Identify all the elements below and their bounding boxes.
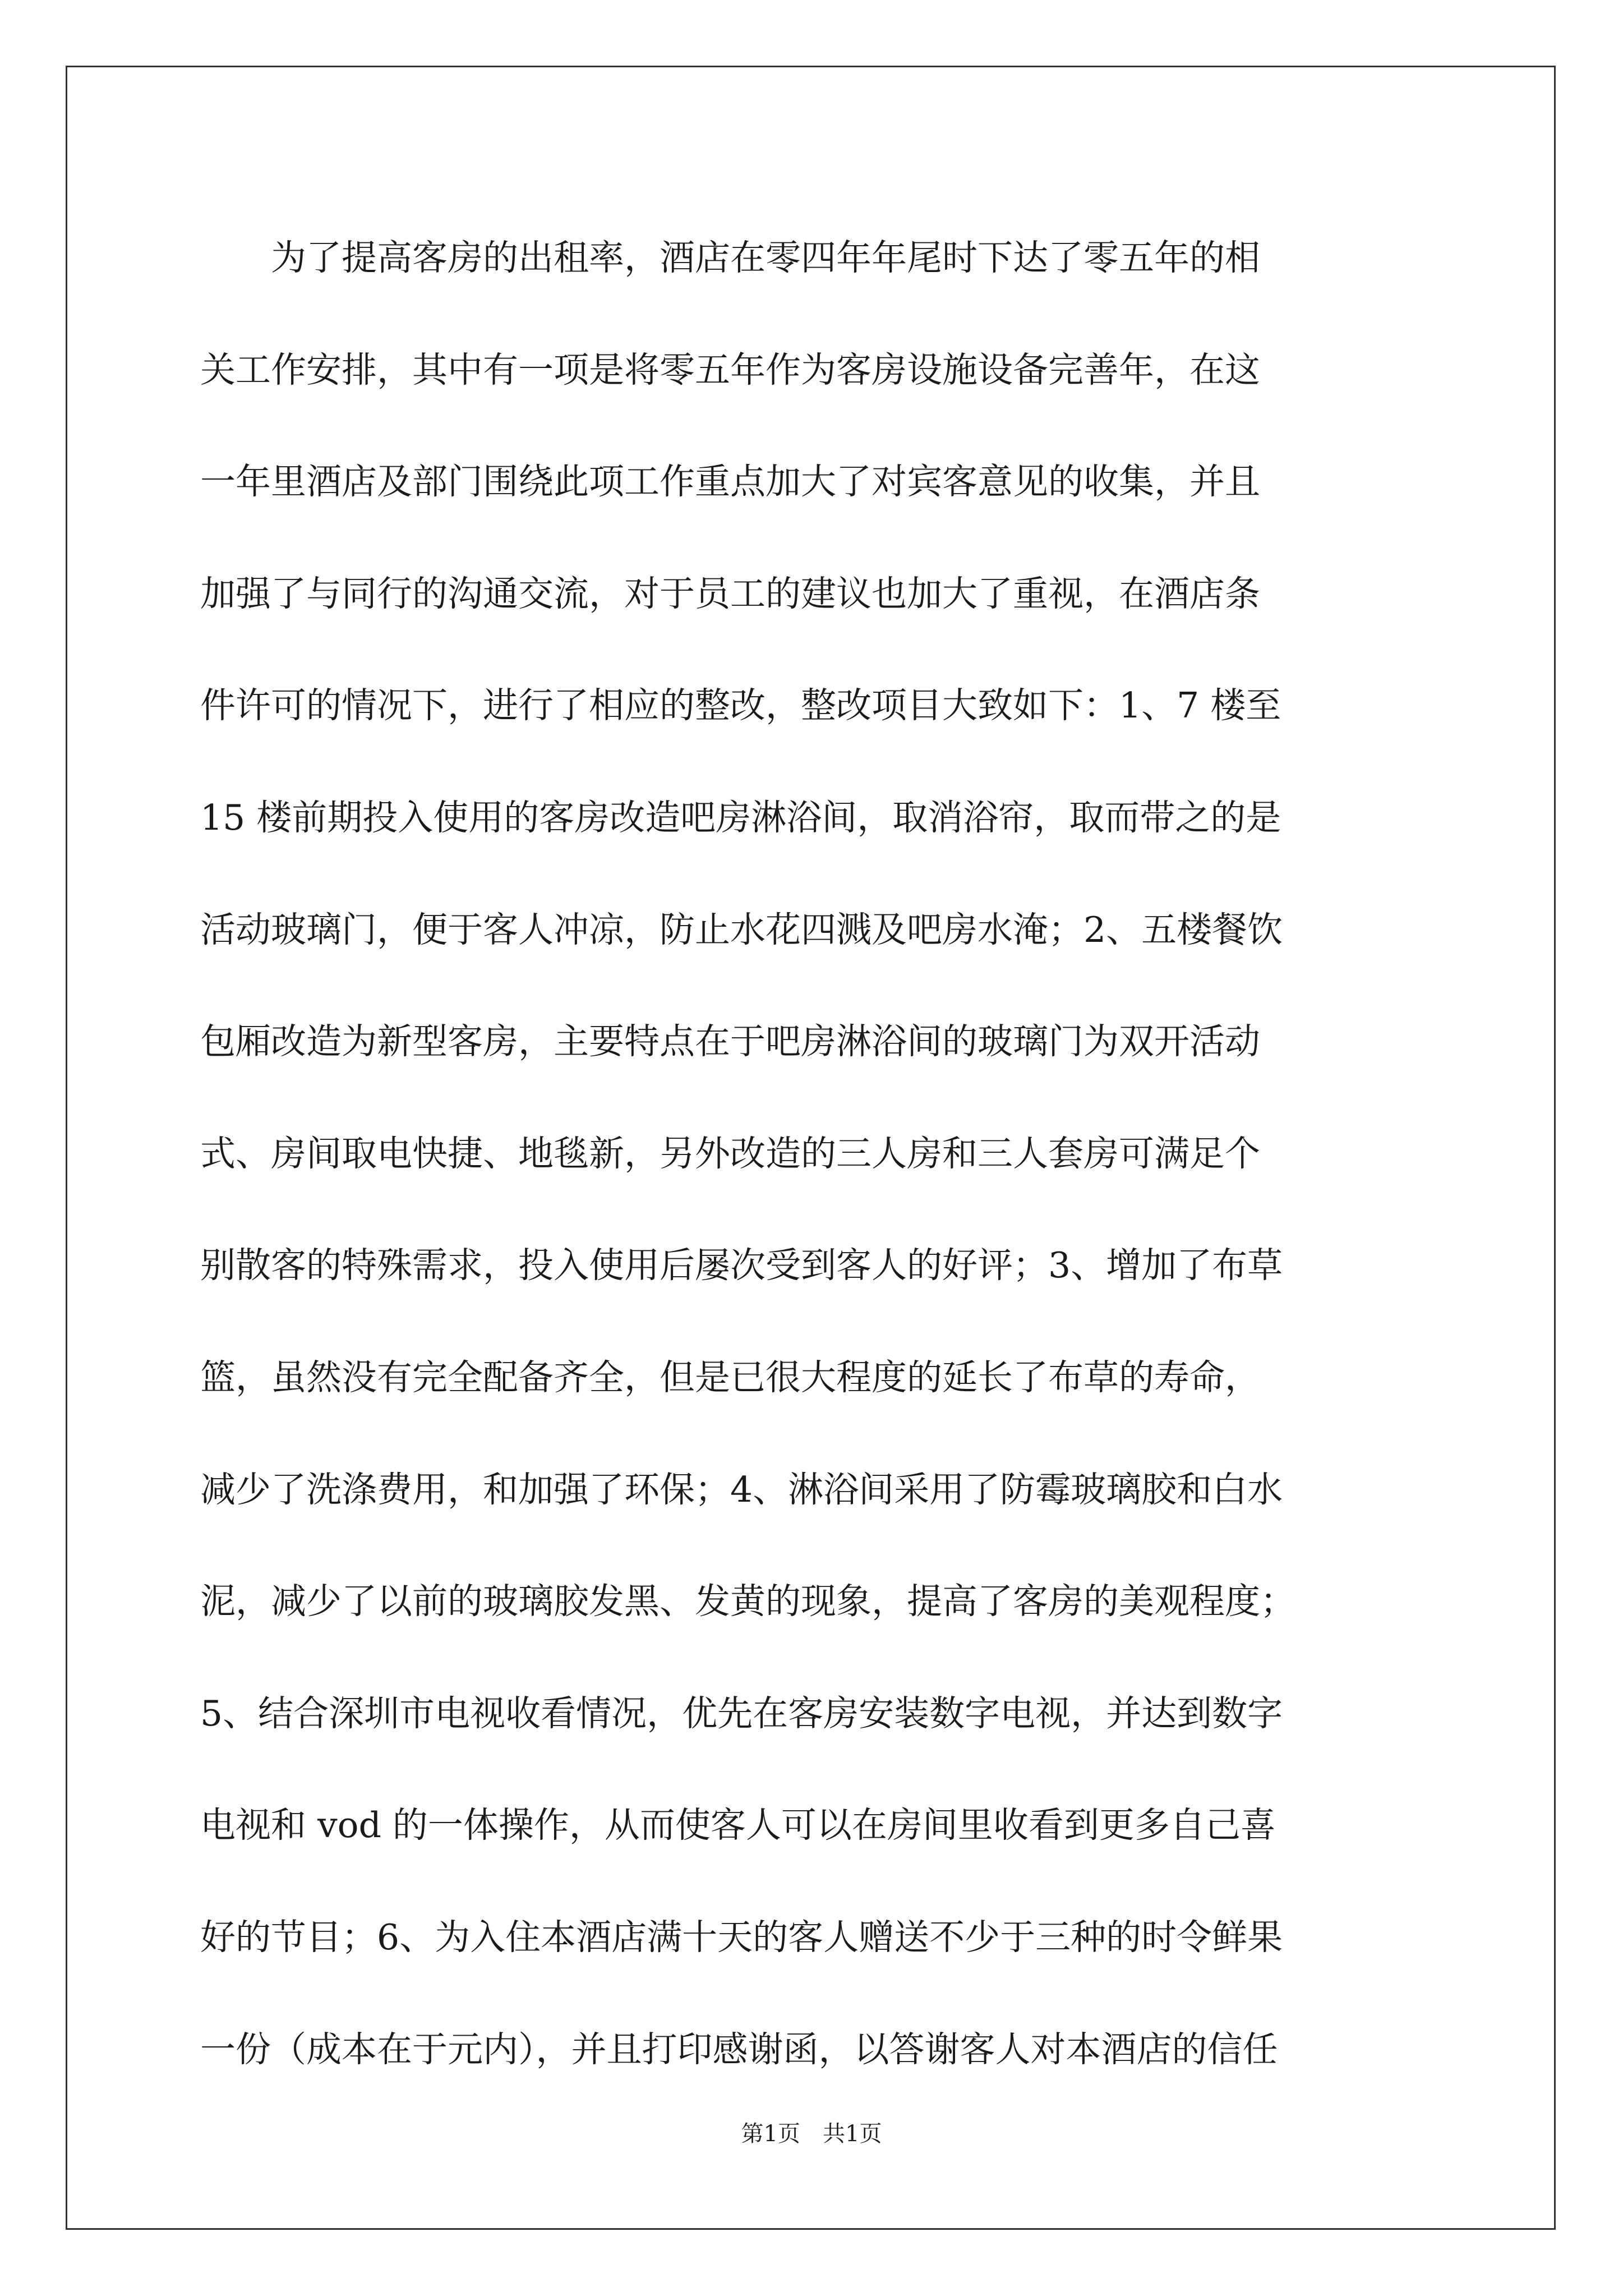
text-line-11: 篮，虽然没有完全配备齐全，但是已很大程度的延长了布草的寿命， [200, 1356, 1260, 1398]
text-line-13: 泥，减少了以前的玻璃胶发黑、发黄的现象，提高了客房的美观程度； [200, 1581, 1295, 1622]
text-line-17: 一份（成本在于元内），并且打印感谢函，以答谢客人对本酒店的信任 [200, 2028, 1278, 2070]
text-line-2: 关工作安排，其中有一项是将零五年作为客房设施设备完善年，在这 [200, 349, 1260, 390]
text-line-14: 5、结合深圳市电视收看情况，优先在客房安装数字电视，并达到数字 [200, 1692, 1283, 1734]
text-line-9: 式、房间取电快捷、地毯新，另外改造的三人房和三人套房可满足个 [200, 1133, 1260, 1174]
page-number-footer: 第1页 共1页 [741, 2121, 882, 2147]
text-line-4: 加强了与同行的沟通交流，对于员工的建议也加大了重视，在酒店条 [200, 573, 1260, 614]
text-line-1: 为了提高客房的出租率，酒店在零四年年尾时下达了零五年的相 [200, 237, 1260, 278]
document-body [200, 202, 1440, 2105]
text-line-12: 减少了洗涤费用，和加强了环保；4、淋浴间采用了防霉玻璃胶和白水 [200, 1469, 1283, 1510]
text-line-16: 好的节目；6、为入住本酒店满十天的客人赠送不少于三种的时令鲜果 [200, 1916, 1283, 1958]
text-line-15: 电视和 vod 的一体操作，从而使客人可以在房间里收看到更多自己喜 [200, 1805, 1276, 1846]
text-line-10: 别散客的特殊需求，投入使用后屡次受到客人的好评；3、增加了布草 [200, 1245, 1283, 1286]
text-line-7: 活动玻璃门，便于客人冲凉，防止水花四溅及吧房水淹；2、五楼餐饮 [200, 909, 1283, 950]
text-line-3: 一年里酒店及部门围绕此项工作重点加大了对宾客意见的收集，并且 [200, 461, 1260, 503]
text-line-5: 件许可的情况下，进行了相应的整改，整改项目大致如下：1、7 楼至 [200, 685, 1281, 726]
text-line-6: 15 楼前期投入使用的客房改造吧房淋浴间，取消浴帘，取而带之的是 [200, 797, 1281, 838]
text-line-8: 包厢改造为新型客房，主要特点在于吧房淋浴间的玻璃门为双开活动 [200, 1021, 1260, 1062]
